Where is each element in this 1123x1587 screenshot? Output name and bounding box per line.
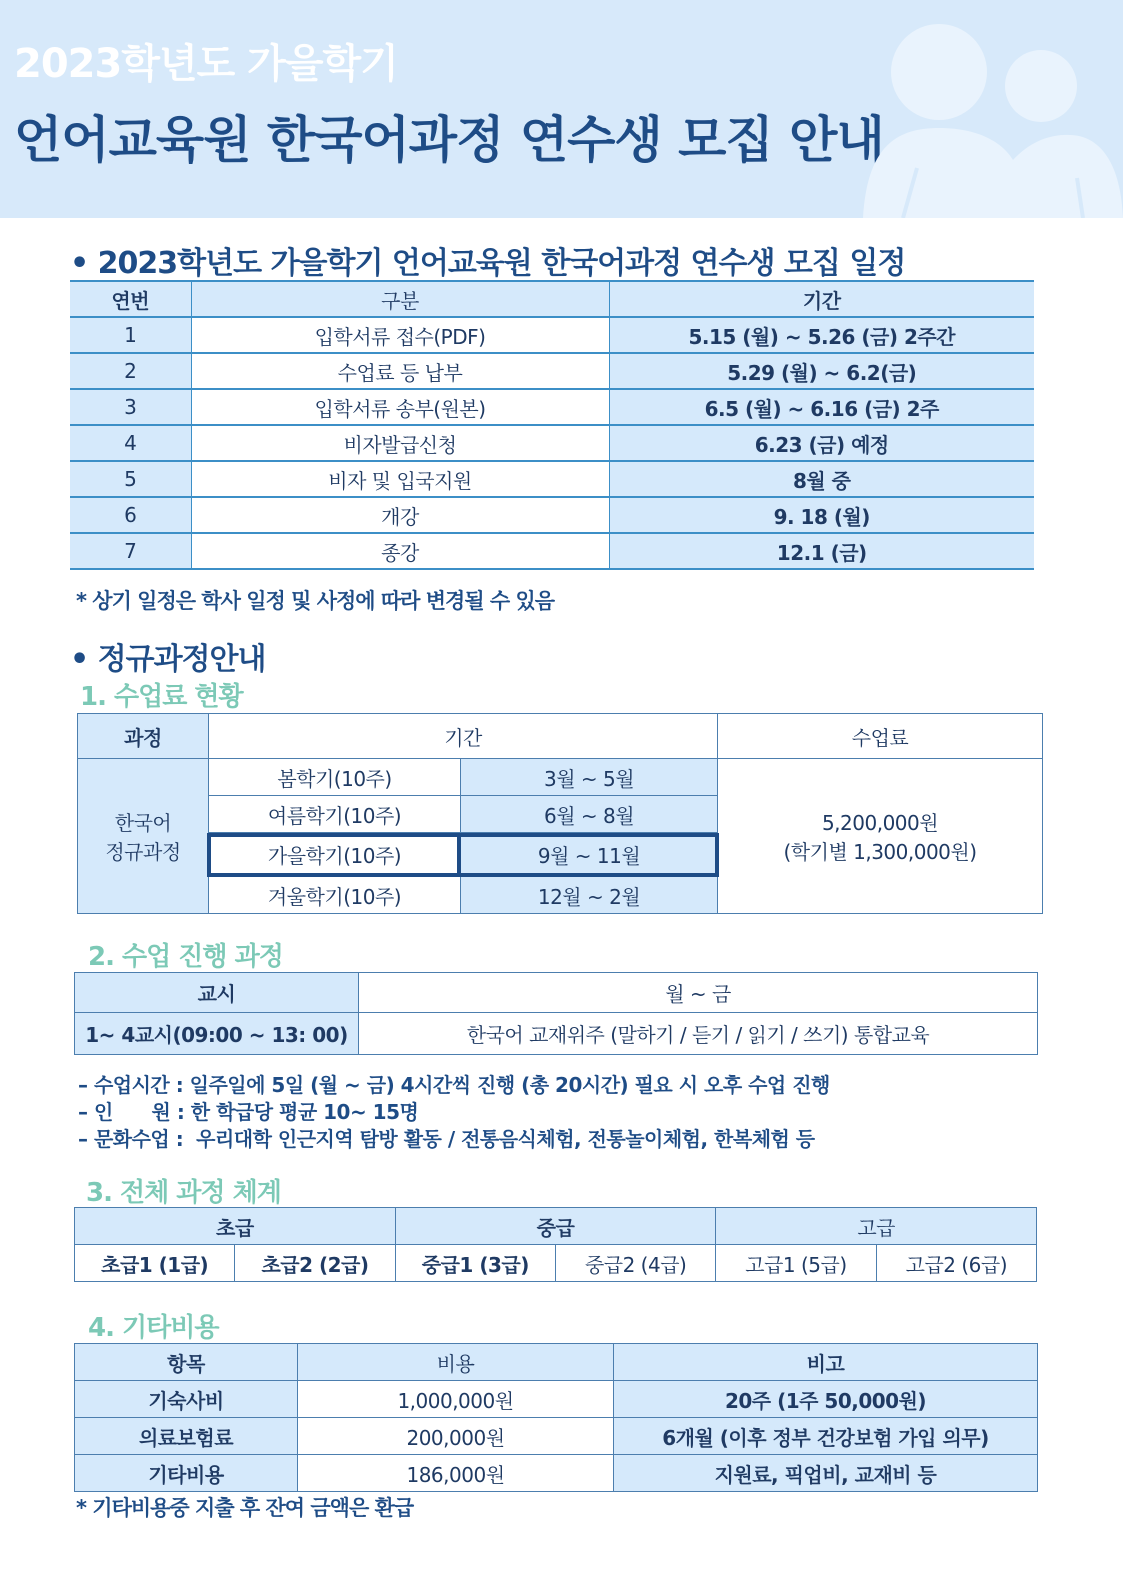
class-note-line: – 인 원 : 한 학급당 평균 10~ 15명	[78, 1100, 419, 1124]
classes-heading: 2. 수업 진행 과정	[88, 942, 283, 972]
row-number: 4	[70, 425, 191, 461]
tuition-per-term: (학기별 1,300,000원)	[783, 840, 977, 864]
row-period: 8월 중	[609, 461, 1034, 497]
table-row	[75, 1455, 1038, 1492]
row-number: 5	[70, 461, 191, 497]
tuition-fee	[718, 759, 1043, 914]
fee-table	[77, 713, 1043, 914]
column-header: 교시	[75, 973, 359, 1013]
course-name	[78, 759, 209, 914]
table-row	[70, 533, 1034, 569]
class-notes	[78, 1072, 830, 1153]
level-item: 고급1 (5급)	[716, 1245, 876, 1282]
table-header-row	[75, 1344, 1038, 1381]
column-header: 기간	[209, 714, 718, 759]
schedule-table	[70, 280, 1034, 570]
levels-heading: 3. 전체 과정 체계	[86, 1178, 281, 1208]
row-number: 3	[70, 389, 191, 425]
column-header: 비고	[614, 1344, 1038, 1381]
level-item: 중급2 (4급)	[555, 1245, 715, 1282]
table-header-row	[75, 1208, 1037, 1245]
cost-item: 기숙사비	[75, 1381, 298, 1418]
class-note-line: – 수업시간 : 일주일에 5일 (월 ~ 금) 4시간씩 진행 (총 20시간) 필요 시 오후 수업 진행	[78, 1073, 830, 1097]
class-period: 1~ 4교시(09:00 ~ 13: 00)	[75, 1013, 359, 1055]
level-item: 초급1 (1급)	[75, 1245, 235, 1282]
row-number: 7	[70, 533, 191, 569]
term-name: 봄학기(10주)	[209, 759, 461, 796]
row-item: 비자발급신청	[191, 425, 609, 461]
other-costs-table	[74, 1343, 1038, 1492]
table-row	[75, 1245, 1037, 1282]
row-period: 9. 18 (월)	[609, 497, 1034, 533]
course-name-line: 한국어	[114, 811, 172, 835]
table-row	[75, 1013, 1038, 1055]
term-name: 여름학기(10주)	[209, 796, 461, 833]
row-period: 12.1 (금)	[609, 533, 1034, 569]
column-header: 과정	[78, 714, 209, 759]
level-group: 초급	[75, 1208, 396, 1245]
table-row	[70, 497, 1034, 533]
term-name: 가을학기(10주)	[209, 833, 461, 877]
term-name: 겨울학기(10주)	[209, 877, 461, 914]
header-title: 언어교육원 한국어과정 연수생 모집 안내	[14, 111, 884, 169]
level-group: 중급	[395, 1208, 716, 1245]
cost-item: 의료보험료	[75, 1418, 298, 1455]
tuition-total: 5,200,000원	[821, 811, 939, 835]
other-costs-note: * 기타비용중 지출 후 잔여 금액은 환급	[76, 1496, 414, 1520]
level-group: 고급	[716, 1208, 1037, 1245]
term-months: 6월 ~ 8월	[461, 796, 718, 833]
row-period: 6.23 (금) 예정	[609, 425, 1034, 461]
row-period: 5.29 (월) ~ 6.2(금)	[609, 353, 1034, 389]
class-content: 한국어 교재위주 (말하기 / 듣기 / 읽기 / 쓰기) 통합교육	[359, 1013, 1038, 1055]
level-item: 초급2 (2급)	[235, 1245, 395, 1282]
schedule-heading: • 2023학년도 가을학기 언어교육원 한국어과정 연수생 모집 일정	[70, 246, 906, 281]
people-silhouette-icon	[833, 0, 1123, 218]
class-table	[74, 972, 1038, 1055]
row-number: 1	[70, 317, 191, 353]
fees-heading: 1. 수업료 현황	[80, 682, 243, 712]
cost-value: 200,000원	[298, 1418, 614, 1455]
table-header-row	[78, 714, 1043, 759]
term-months: 3월 ~ 5월	[461, 759, 718, 796]
row-number: 6	[70, 497, 191, 533]
table-row	[75, 1381, 1038, 1418]
table-row	[75, 1418, 1038, 1455]
level-item: 중급1 (3급)	[395, 1245, 555, 1282]
column-header: 기간	[609, 281, 1034, 317]
levels-table	[74, 1207, 1037, 1282]
table-row	[70, 317, 1034, 353]
row-item: 개강	[191, 497, 609, 533]
other-heading: 4. 기타비용	[88, 1313, 219, 1343]
column-header: 구분	[191, 281, 609, 317]
cost-remark: 20주 (1주 50,000원)	[614, 1381, 1038, 1418]
header-banner	[0, 0, 1123, 218]
cost-remark: 6개월 (이후 정부 건강보험 가입 의무)	[614, 1418, 1038, 1455]
table-row	[70, 389, 1034, 425]
cost-value: 186,000원	[298, 1455, 614, 1492]
level-item: 고급2 (6급)	[876, 1245, 1036, 1282]
cost-remark: 지원료, 픽업비, 교재비 등	[614, 1455, 1038, 1492]
column-header: 연번	[70, 281, 191, 317]
schedule-note: * 상기 일정은 학사 일정 및 사정에 따라 변경될 수 있음	[76, 589, 555, 613]
row-period: 5.15 (월) ~ 5.26 (금) 2주간	[609, 317, 1034, 353]
row-item: 입학서류 송부(원본)	[191, 389, 609, 425]
row-item: 수업료 등 납부	[191, 353, 609, 389]
column-header: 월 ~ 금	[359, 973, 1038, 1013]
regular-heading: • 정규과정안내	[70, 642, 266, 677]
row-period: 6.5 (월) ~ 6.16 (금) 2주	[609, 389, 1034, 425]
header-subtitle: 2023학년도 가을학기	[14, 41, 398, 87]
table-row	[78, 759, 1043, 796]
row-item: 입학서류 접수(PDF)	[191, 317, 609, 353]
class-note-line: – 문화수업 : 우리대학 인근지역 탐방 활동 / 전통음식체험, 전통놀이체험, 한복체험 등	[78, 1127, 815, 1151]
table-row	[70, 353, 1034, 389]
course-name-line: 정규과정	[105, 840, 181, 864]
row-number: 2	[70, 353, 191, 389]
column-header: 비용	[298, 1344, 614, 1381]
table-header-row	[75, 973, 1038, 1013]
term-months: 12월 ~ 2월	[461, 877, 718, 914]
term-months: 9월 ~ 11월	[461, 833, 718, 877]
table-row	[70, 425, 1034, 461]
column-header: 수업료	[718, 714, 1043, 759]
table-header-row	[70, 281, 1034, 317]
column-header: 항목	[75, 1344, 298, 1381]
row-item: 비자 및 입국지원	[191, 461, 609, 497]
cost-item: 기타비용	[75, 1455, 298, 1492]
row-item: 종강	[191, 533, 609, 569]
table-row	[70, 461, 1034, 497]
cost-value: 1,000,000원	[298, 1381, 614, 1418]
